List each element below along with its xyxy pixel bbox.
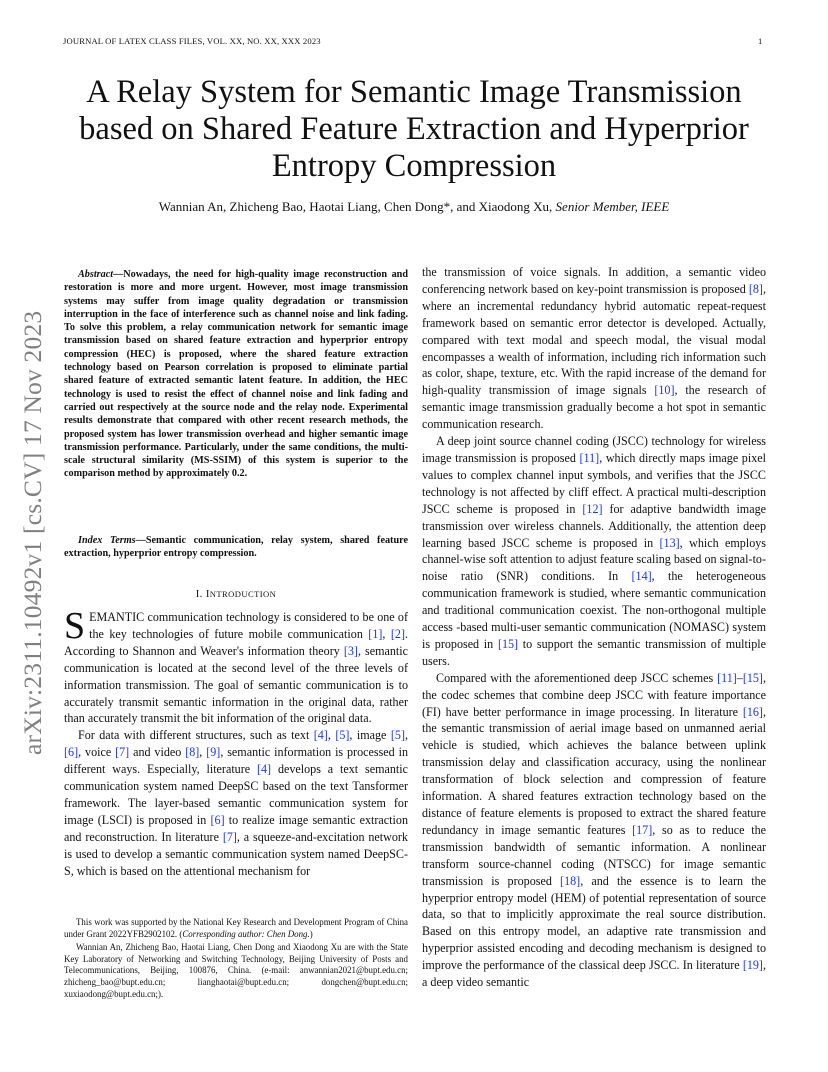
funding-note bbox=[64, 917, 408, 940]
citation-link[interactable]: [11] bbox=[579, 450, 600, 465]
citation-link[interactable]: [1] bbox=[368, 626, 383, 641]
citation-link[interactable]: [15] bbox=[742, 670, 763, 685]
title-line: A Relay System for Semantic Image Transmission bbox=[86, 74, 742, 110]
intro-paragraph bbox=[64, 605, 409, 727]
right-paragraph bbox=[422, 264, 766, 433]
author-role: Senior Member, IEEE bbox=[555, 199, 670, 214]
intro-paragraph bbox=[64, 727, 408, 879]
affiliation-note: Wannian An, Zhicheng Bao, Haotai Liang, Chen Dong and Xiaodong Xu are with the State Key Laboratory of Networking and Switching Technology, Beijing University of Posts and Telecommunications, Beijing, 100876, China. (e-mail: anwannian2021@bupt.edu.cn; zhicheng_bao@bupt.edu.cn; lianghaotai@bupt.edu.cn; dongchen@bupt.edu.cn; xuxiaodong@bupt.edu.cn;). bbox=[64, 942, 408, 999]
right-paragraph bbox=[422, 670, 766, 991]
citation-link[interactable]: [4] bbox=[313, 728, 328, 743]
citation-link[interactable]: [17] bbox=[632, 822, 653, 837]
abstract-text: —Nowadays, the need for high-quality image reconstruction and restoration is more and more urgent. However, most image transmission systems may suffer from image quality degradation or transmission interruption in the face of interference such as channel noise and link fading. To solve this problem, a relay communication network for semantic image transmission based on shared feature extraction and hyperprior entropy compression (HEC) is proposed, where the shared feature extraction technology based on Pearson correlation is proposed to eliminate partial shared feature of extracted semantic latent feature. In addition, the HEC technology is used to resist the effect of channel noise and link fading and carried out respectively at the source node and the relay node. Experimental results demonstrate that compared with other recent research methods, the proposed system has lower transmission overhead and higher semantic image transmission performance. Particularly, under the same conditions, the multi-scale structural similarity (MS-SSIM) of this system is superior to the comparison method by approximately 0.2. bbox=[64, 269, 408, 480]
citation-link[interactable]: [8] bbox=[748, 281, 763, 296]
index-terms-label: Index Terms bbox=[78, 535, 136, 546]
author-names: Wannian An, Zhicheng Bao, Haotai Liang, Chen Dong*, and Xiaodong Xu, bbox=[158, 199, 553, 214]
right-paragraph bbox=[422, 433, 766, 670]
right-column bbox=[422, 264, 766, 991]
citation-link[interactable]: [6] bbox=[210, 812, 225, 827]
citation-link[interactable]: [12] bbox=[582, 501, 603, 516]
introduction-body bbox=[64, 605, 409, 880]
intro-paragraph-text: EMANTIC communication technology is considered to be one of the key technologies of future mobile communication [1], [2]. According to Shannon and Weaver's information theory [3], semantic communication is located at the second level of the three levels of information transmission. The goal of semantic communication is to accurately transmit semantic information in the original data, rather than accurately transmit the bit information of the original data. bbox=[64, 610, 409, 726]
section-first-letter: I bbox=[205, 588, 210, 600]
title-line: based on Shared Feature Extraction and Hyperprior bbox=[79, 111, 749, 147]
right-paragraph-text: the transmission of voice signals. In addition, a semantic video conferencing network based on key-point transmission is proposed [8], where an incremental redundancy hybrid automatic repeat-request framework based on semantic error detector is developed. Actually, compared with text modal and speech modal, the visual modal encompasses a wealth of information, including rich information such as color, shape, texture, etc. With the rapid increase of the demand for high-quality transmission of image signals [10], the research of semantic image transmission gradually become a hot spot in semantic communication research. bbox=[422, 265, 766, 432]
funding-text: This work was supported by the National Key Research and Development Program of China under Grant 2022YFB2902102. ( bbox=[64, 917, 408, 939]
section-title-rest: NTRODUCTION bbox=[209, 589, 277, 599]
section-number: I. bbox=[195, 588, 206, 600]
citation-link[interactable]: [9] bbox=[206, 745, 221, 760]
intro-paragraph-text: For data with different structures, such as text [4], [5], image [5], [6], voice [7] and video [8], [9], semantic information is processed in different ways. Especially, literature [4] develops a text semantic communication system named DeepSC based on the text Tansformer framework. The layer-based semantic communication system for image (LSCI) is proposed in [6] to realize image semantic extraction and reconstruction. In literature [7], a squeeze-and-excitation network is used to develop a semantic communication system named DeepSC-S, which is based on the attentional mechanism for bbox=[64, 728, 409, 878]
citation-link[interactable]: [14] bbox=[631, 569, 652, 584]
citation-link[interactable]: [11] bbox=[717, 670, 737, 685]
citation-link[interactable]: [7] bbox=[115, 745, 130, 760]
funding-end: ) bbox=[309, 928, 313, 939]
citation-link[interactable]: [10] bbox=[654, 383, 675, 398]
citation-link[interactable]: [8] bbox=[185, 745, 200, 760]
citation-link[interactable]: [15] bbox=[497, 636, 519, 651]
title-line: Entropy Compression bbox=[271, 148, 557, 184]
right-paragraph-text: Compared with the aforementioned deep JSCC schemes [11]–[15], the codec schemes that combine deep JSCC with feature importance (FI) have better performance in image processing. In literature [16], the semantic transmission of aerial image based on unmanned aerial vehicle is studied, which achieves the balance between uplink transmission delay and classification accuracy, using the nonlinear transformation of block selection and compression of feature information. A shared features extraction technology based on the distance of feature elements is proposed to extract the shared feature redundancy in image semantic features [17], so as to reduce the transmission bandwidth of semantic information. A nonlinear transform source-channel coding (NTSCC) for image semantic transmission is proposed [18], and the essence is to learn the hyperprior entropy model (HEM) of potential representation of source data, so that to implicitly approximate the real source distribution. Based on this entropy model, an adaptive rate transmission and hyperprior assisted encoding and decoding mechanism is designed to improve the performance of the classical deep JSCC. In literature [19], a deep video semantic bbox=[422, 670, 766, 990]
citation-link[interactable]: [4] bbox=[256, 762, 272, 777]
citation-link[interactable]: [16] bbox=[742, 704, 763, 719]
section-heading-introduction bbox=[64, 588, 408, 600]
corresponding-author: Corresponding author: Chen Dong. bbox=[182, 928, 310, 939]
citation-link[interactable]: [19] bbox=[742, 958, 763, 973]
citation-link[interactable]: [5] bbox=[335, 728, 350, 743]
citation-link[interactable]: [3] bbox=[343, 643, 358, 658]
citation-link[interactable]: [18] bbox=[560, 873, 581, 888]
footnote bbox=[64, 917, 408, 1002]
paper-title bbox=[50, 74, 778, 185]
right-paragraph-text: A deep joint source channel coding (JSCC) technology for wireless image transmission is proposed [11], which directly maps image pixel values to complex channel input symbols, and verifies that the JSCC technology is not affected by cliff effect. A practical multi-description JSCC scheme is proposed in [12] for adaptive bandwidth image transmission over wireless channels. Additionally, the attention deep learning based JSCC scheme is proposed in [13], which employs channel-wise soft attention to adjust feature scaling based on signal-to-noise ratio (SNR) conditions. In [14], the heterogeneous communication framework is studied, where semantic communication and traditional communication coexist. The non-orthogonal multiple access -based multi-user semantic communication (NOMASC) system is proposed in [15] to support the semantic transmission of multiple users. bbox=[422, 434, 767, 668]
citation-link[interactable]: [7] bbox=[222, 829, 237, 844]
journal-header: JOURNAL OF LATEX CLASS FILES, VOL. XX, NO. XX, XXX 2023 bbox=[63, 36, 321, 46]
arxiv-identifier: arXiv:2311.10492v1 [cs.CV] 17 Nov 2023 bbox=[18, 310, 47, 755]
index-terms-text: —Semantic communication, relay system, shared feature extraction, hyperprior entropy compression. bbox=[64, 535, 408, 560]
abstract bbox=[64, 268, 408, 481]
citation-link[interactable]: [2] bbox=[390, 626, 405, 641]
index-terms bbox=[64, 534, 408, 561]
author-list bbox=[50, 199, 778, 215]
citation-link[interactable]: [13] bbox=[659, 535, 680, 550]
citation-link[interactable]: [5] bbox=[390, 728, 405, 743]
abstract-label: Abstract bbox=[78, 269, 114, 280]
page-number: 1 bbox=[758, 36, 763, 46]
drop-cap: S bbox=[64, 605, 86, 647]
citation-link[interactable]: [6] bbox=[64, 745, 79, 760]
